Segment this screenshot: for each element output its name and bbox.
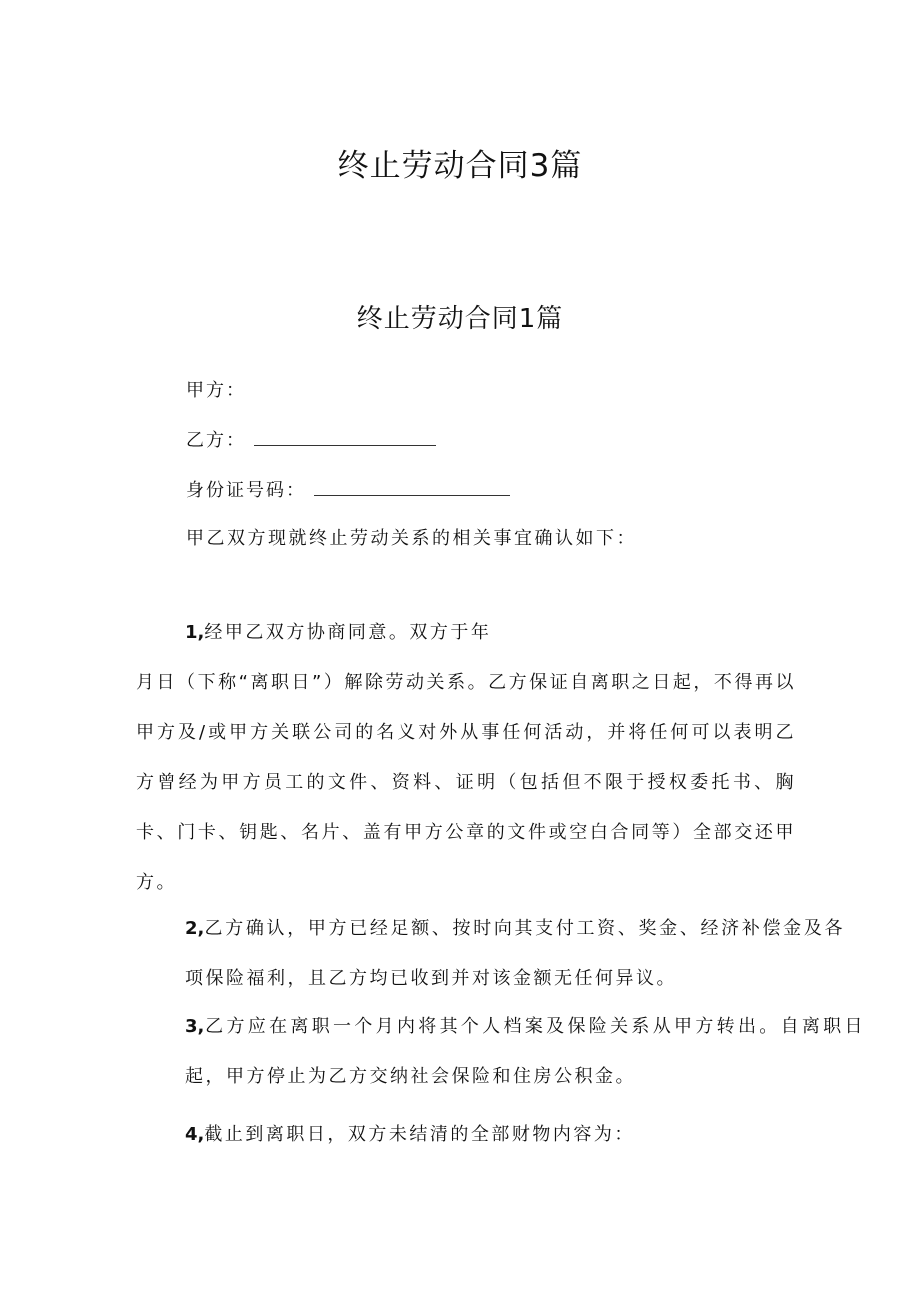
clause-3 <box>136 1002 865 1102</box>
clause-1-body: 月日（下称“离职日”）解除劳动关系。乙方保证自离职之日起，不得再以甲方及/或甲方关联公司的名义对外从事任何活动，并将任何可以表明乙方曾经为甲方员工的文件、资料、证明（包括但不限于授权委托书、胸卡、门卡、钥匙、名片、盖有甲方公章的文件或空白合同等）全部交还甲方。 <box>136 672 796 893</box>
id-number-label: 身份证号码： <box>186 480 306 501</box>
clause-3-text: 乙方应在离职一个月内将其个人档案及保险关系从甲方转出。自离职日起，甲方停止为乙方交纳社会保险和住房公积金。 <box>185 1016 865 1087</box>
section-title: 终止劳动合同1篇 <box>356 304 564 334</box>
clause-4-text: 截止到离职日，双方未结清的全部财物内容为： <box>204 1124 635 1145</box>
id-number-field <box>186 476 510 502</box>
intro-paragraph: 甲乙双方现就终止劳动关系的相关事宜确认如下： <box>186 528 637 549</box>
clause-1-first-line <box>136 608 845 658</box>
clause-4-number: 4, <box>185 1124 205 1145</box>
party-a-field <box>186 376 246 402</box>
id-number-blank-line <box>314 477 510 496</box>
party-a-label: 甲方： <box>186 380 246 401</box>
clause-2-number: 2, <box>185 918 205 939</box>
clause-1-number: 1, <box>185 622 205 643</box>
clause-2 <box>136 904 845 1004</box>
clause-4 <box>136 1110 845 1160</box>
party-b-field <box>186 426 436 452</box>
document-title: 终止劳动合同3篇 <box>337 148 583 184</box>
party-b-blank-line <box>254 427 436 446</box>
clause-2-text: 乙方确认，甲方已经足额、按时向其支付工资、奖金、经济补偿金及各项保险福利，且乙方均已收到并对该金额无任何异议。 <box>185 918 845 989</box>
clause-1-first-line-text: 经甲乙双方协商同意。双方于年 <box>204 622 492 643</box>
party-b-label: 乙方： <box>186 430 246 451</box>
clause-3-number: 3, <box>185 1016 205 1037</box>
